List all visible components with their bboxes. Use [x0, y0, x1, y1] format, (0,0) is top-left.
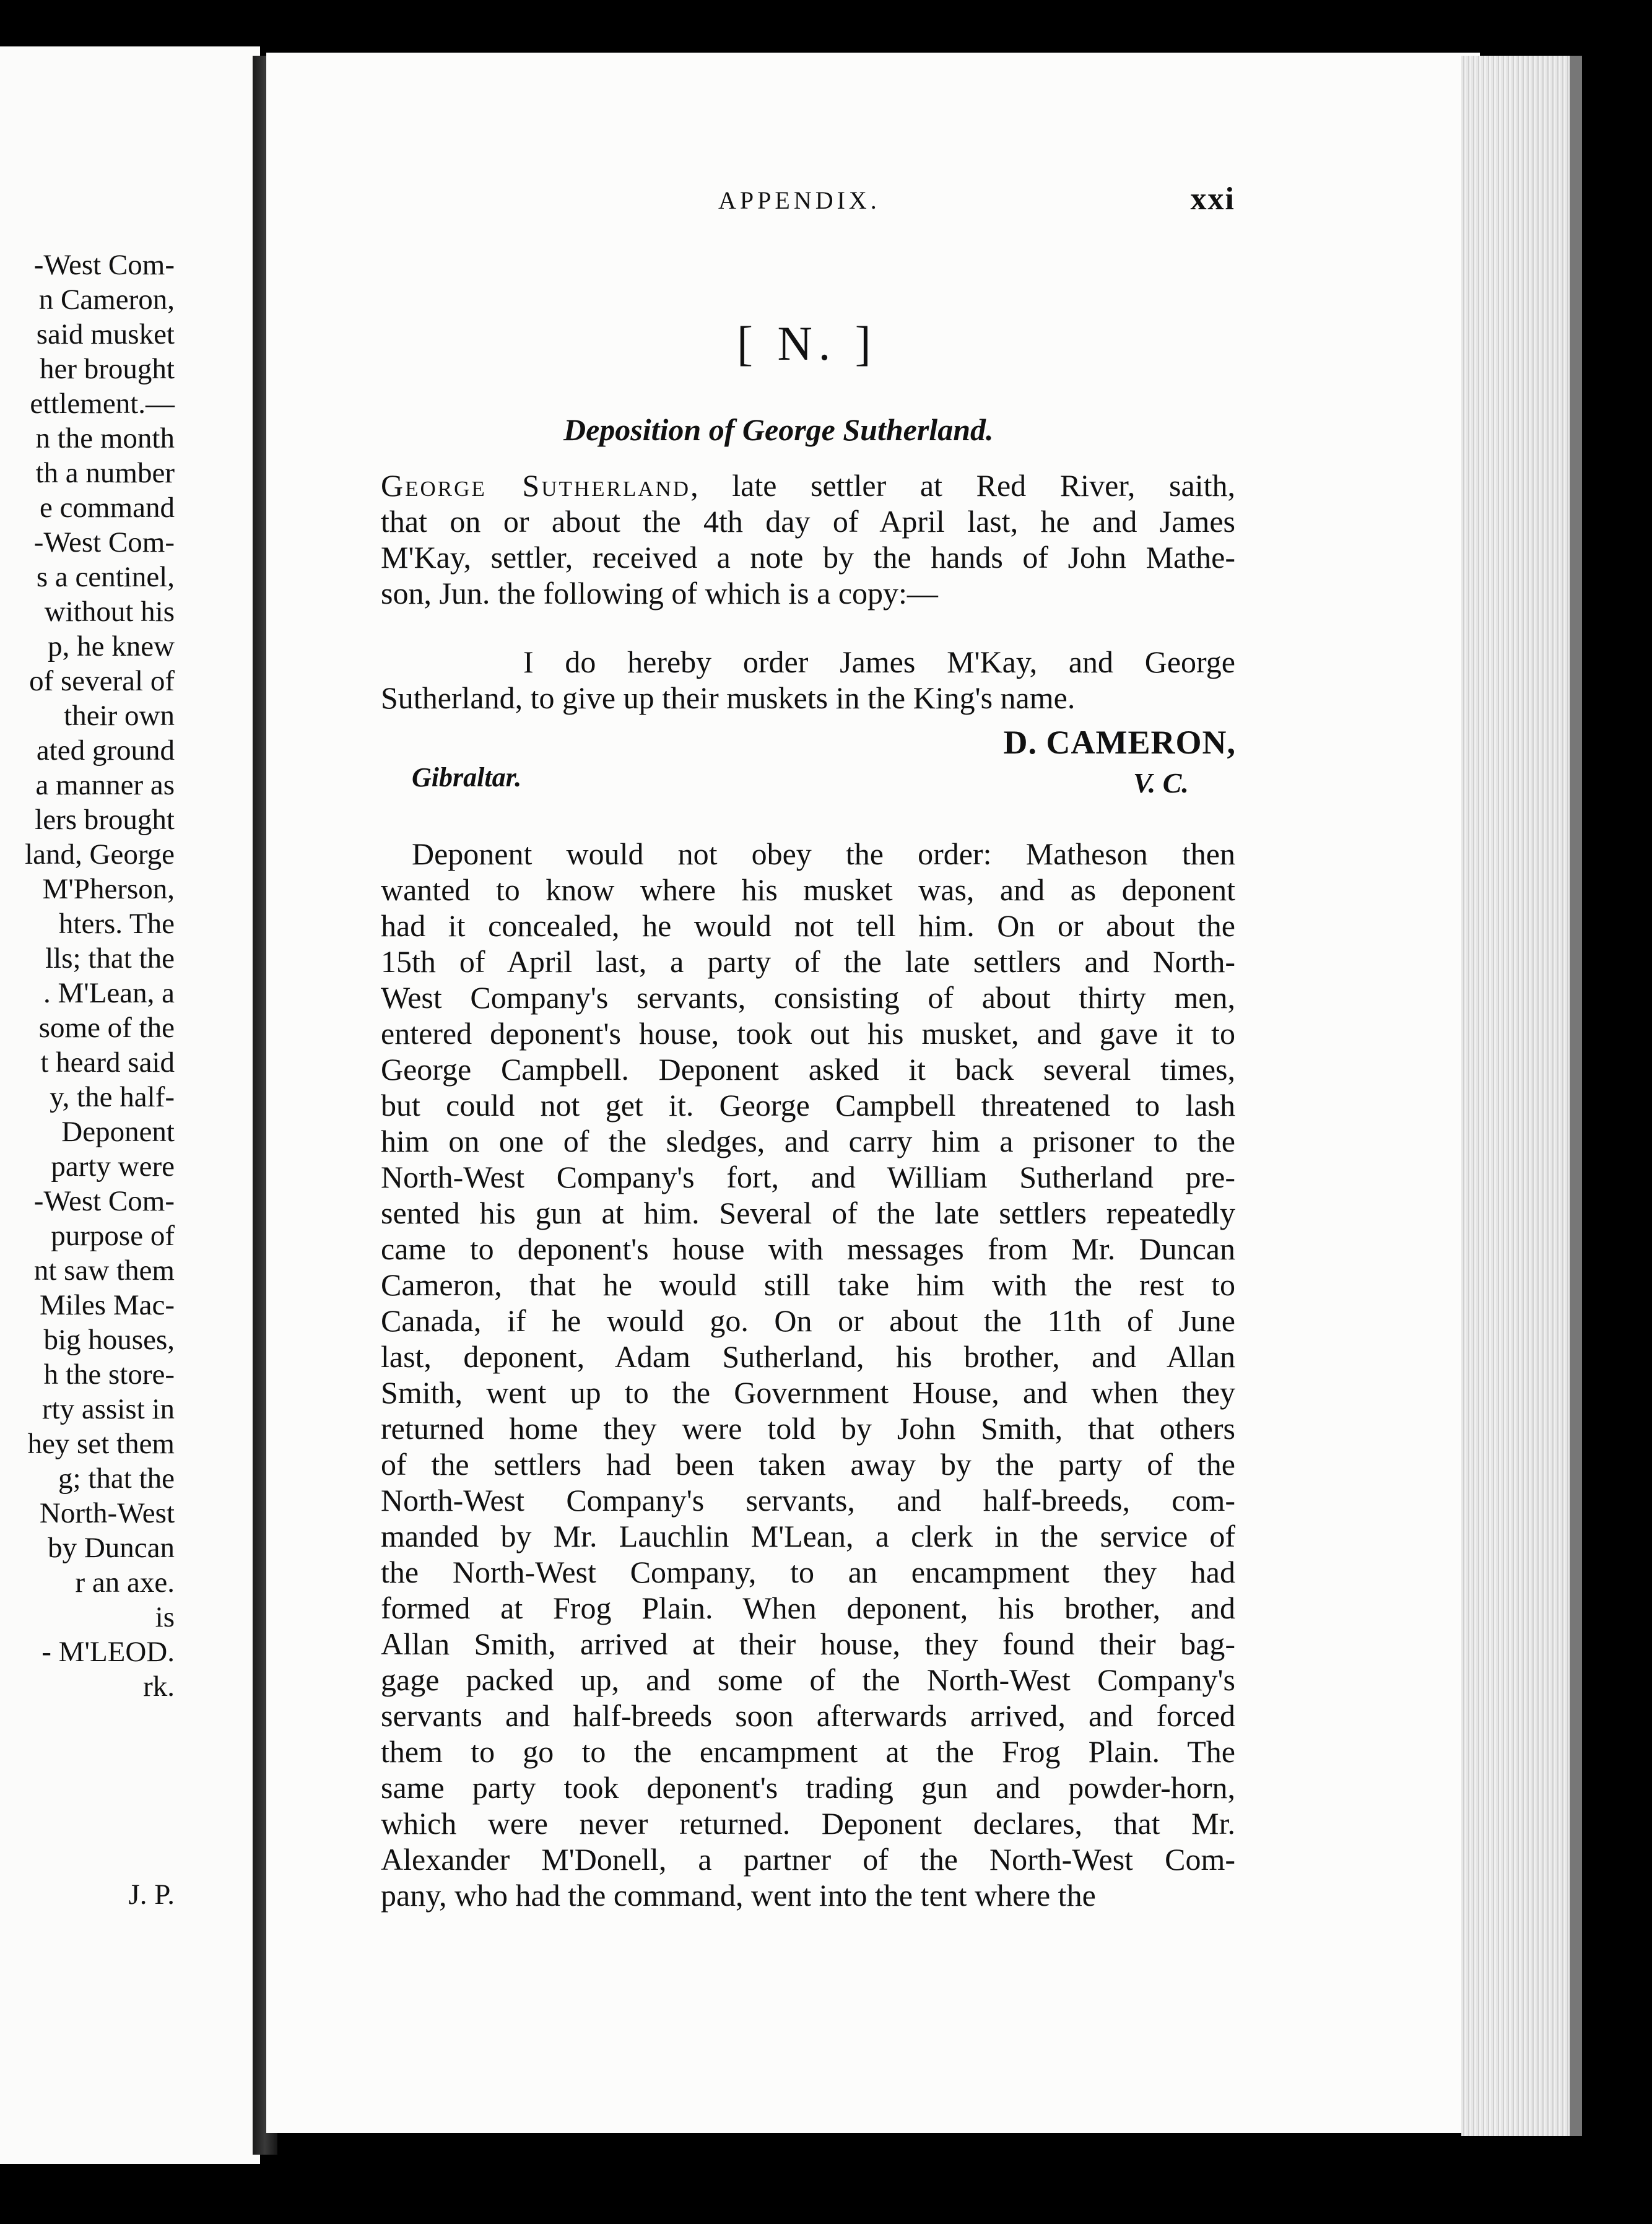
facing-page-line: Deponent [61, 1116, 175, 1148]
facing-page-line: th a number [35, 457, 175, 489]
facing-page-line: is [155, 1601, 175, 1633]
intro-line-rest: , late settler at Red River, saith, [690, 468, 1235, 503]
body-line: Alexander M'Donell, a partner of the North-West Com- [381, 1842, 1235, 1877]
facing-page-line: -West Com- [33, 249, 175, 281]
deponent-name: George Sutherland [381, 468, 691, 503]
order-paragraph [381, 644, 1235, 716]
facing-page-line: -West Com- [33, 1185, 175, 1217]
facing-page-line: . M'Lean, a [43, 977, 175, 1009]
order-line: I do hereby order James M'Kay, and George [523, 645, 1235, 679]
body-line: them to go to the encampment at the Frog Plain. The [381, 1734, 1235, 1769]
intro-paragraph [381, 467, 1235, 611]
body-line: servants and half-breeds soon afterwards arrived, and forced [381, 1698, 1235, 1733]
body-line: which were never returned. Deponent declares, that Mr. [381, 1806, 1235, 1841]
body-line: returned home they were told by John Smith, that others [381, 1411, 1235, 1446]
body-line: 15th of April last, a party of the late settlers and North- [381, 944, 1235, 979]
facing-page-line: without his [44, 596, 175, 628]
facing-page-line: -West Com- [33, 526, 175, 558]
page-fore-edge [1461, 56, 1579, 2136]
facing-page-line: big houses, [43, 1324, 175, 1356]
facing-page-line: Miles Mac- [40, 1289, 175, 1321]
body-line: George Campbell. Deponent asked it back several times, [381, 1052, 1235, 1087]
body-line: sented his gun at him. Several of the late settlers repeatedly [381, 1196, 1235, 1230]
facing-page-line: nt saw them [33, 1254, 175, 1287]
body-line: same party took deponent's trading gun and powder-horn, [381, 1770, 1235, 1805]
body-line: last, deponent, Adam Sutherland, his brother, and Allan [381, 1339, 1235, 1374]
section-mark: [ N. ] [737, 316, 877, 370]
facing-page-line: hters. The [58, 908, 175, 940]
facing-page-line: g; that the [58, 1462, 175, 1495]
body-line: but could not get it. George Campbell threatened to lash [381, 1088, 1235, 1123]
body-line: gage packed up, and some of the North-West Company's [381, 1662, 1235, 1697]
body-line: Smith, went up to the Government House, and when they [381, 1375, 1235, 1410]
facing-page-line: n the month [35, 422, 175, 454]
place-name: Gibraltar. [412, 762, 522, 793]
facing-page-line: t heard said [40, 1046, 175, 1079]
deposition-body [381, 836, 1235, 1913]
facing-page [0, 46, 260, 2164]
running-title: APPENDIX. [718, 186, 880, 214]
body-line: pany, who had the command, went into the tent where the [381, 1878, 1096, 1913]
body-line: came to deponent's house with messages from Mr. Duncan [381, 1231, 1235, 1266]
running-head [381, 181, 1235, 223]
body-line: West Company's servants, consisting of about thirty men, [381, 980, 1235, 1015]
facing-page-line: lls; that the [45, 942, 175, 975]
facing-page-line: a manner as [35, 769, 175, 801]
facing-page-line: lers brought [35, 804, 175, 836]
facing-page-line: M'Pherson, [42, 873, 175, 905]
signature: D. CAMERON, [1003, 724, 1236, 761]
body-line: had it concealed, he would not tell him. On or about the [381, 908, 1235, 943]
facing-page-line: J. P. [128, 1879, 175, 1911]
facing-page-line: h the store- [43, 1358, 175, 1391]
body-line: Canada, if he would go. On or about the 11th of June [381, 1303, 1235, 1338]
facing-page-line: said musket [36, 318, 175, 350]
intro-line: M'Kay, settler, received a note by the hands of John Mathe- [381, 540, 1235, 575]
facing-page-line: s a centinel, [36, 561, 175, 593]
body-line: of the settlers had been taken away by the party of the [381, 1447, 1235, 1482]
office-title: V. C. [1133, 767, 1189, 799]
body-line: Cameron, that he would still take him with the rest to [381, 1267, 1235, 1302]
page-number: xxi [1190, 181, 1235, 217]
facing-page-line: rty assist in [41, 1393, 175, 1425]
facing-page-line: r an axe. [75, 1566, 175, 1599]
facing-page-line: ettlement.— [30, 388, 175, 420]
deposition-heading: Deposition of George Sutherland. [563, 412, 994, 447]
facing-page-line: land, George [25, 838, 175, 871]
body-line: wanted to know where his musket was, and as deponent [381, 872, 1235, 907]
facing-page-line: by Duncan [48, 1532, 175, 1564]
body-line: North-West Company's fort, and William Sutherland pre- [381, 1160, 1235, 1194]
facing-page-line: purpose of [51, 1220, 175, 1252]
facing-page-line: their own [64, 700, 175, 732]
body-line: the North-West Company, to an encampment they had [381, 1555, 1235, 1589]
facing-page-line: e command [40, 492, 175, 524]
body-line: entered deponent's house, took out his musket, and gave it to [381, 1016, 1235, 1051]
facing-page-line: p, he knew [48, 630, 175, 662]
order-line: Sutherland, to give up their muskets in the King's name. [381, 680, 1076, 715]
intro-line [381, 467, 1235, 503]
facing-page-line: North-West [39, 1497, 175, 1529]
facing-page-line: her brought [40, 353, 175, 385]
facing-page-line: party were [51, 1150, 175, 1183]
body-line: Allan Smith, arrived at their house, they found their bag- [381, 1627, 1235, 1661]
facing-page-line: y, the half- [50, 1081, 175, 1113]
facing-page-line: hey set them [27, 1428, 175, 1460]
intro-line: that on or about the 4th day of April last, he and James [381, 504, 1235, 539]
facing-page-line: of several of [29, 665, 175, 697]
facing-page-line: ated ground [36, 734, 175, 767]
facing-page-line: n Cameron, [38, 284, 175, 316]
body-line: him on one of the sledges, and carry him a prisoner to the [381, 1124, 1235, 1158]
facing-page-line: some of the [38, 1012, 175, 1044]
body-line: North-West Company's servants, and half-breeds, com- [381, 1483, 1235, 1518]
intro-line: son, Jun. the following of which is a copy:— [381, 576, 938, 610]
body-line: manded by Mr. Lauchlin M'Lean, a clerk in the service of [381, 1519, 1235, 1553]
fore-edge-shadow [1570, 56, 1582, 2136]
body-line: Deponent would not obey the order: Matheson then [412, 836, 1235, 871]
body-line: formed at Frog Plain. When deponent, his brother, and [381, 1591, 1235, 1625]
facing-page-line: - M'LEOD. [41, 1636, 175, 1668]
facing-page-line: rk. [143, 1670, 175, 1703]
